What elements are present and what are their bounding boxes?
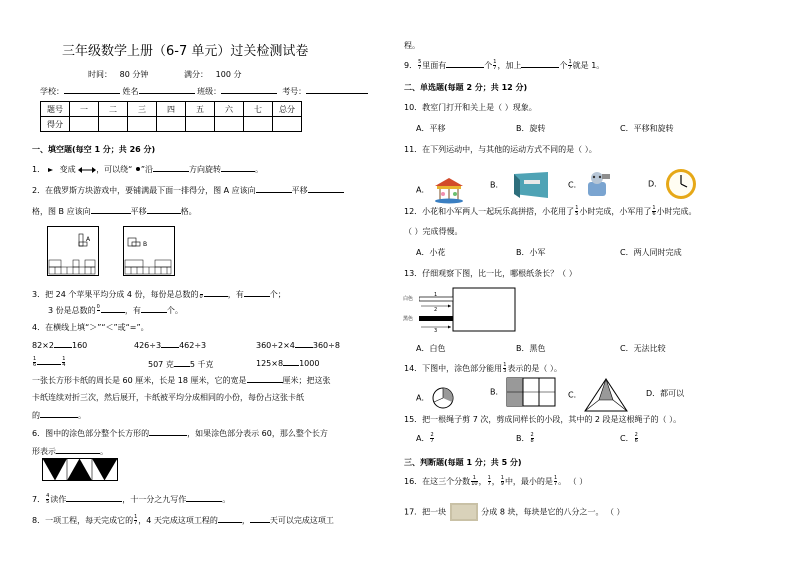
answer-blank[interactable] [174, 366, 190, 367]
question-3: 3．把 24 个苹果平均分成 4 份，每份是总数的 0 ，有 个； [32, 290, 286, 300]
class-field[interactable] [221, 93, 277, 94]
score-cell[interactable] [186, 117, 215, 132]
mark-2: 2 [434, 307, 438, 313]
question-11: 11．在下列运动中，与其他的运动方式不同的是（ ）。 [404, 145, 597, 154]
exam-time: 时间： 80 分钟 [88, 70, 149, 79]
q12-option-c[interactable]: C．两人同时完成 [620, 248, 682, 257]
student-info-line: 学校： 姓名 班级： 考号： [40, 86, 368, 97]
answer-blank[interactable] [54, 347, 72, 348]
question-15: 15．把一根绳子剪 7 次，剪成同样长的小段，其中的 2 段是这根绳子的（ ）。 [404, 415, 682, 424]
mark-3: 3 [434, 328, 438, 333]
question-17: 17．把一块 分成 8 块，每块是它的八分之一。 （ ） [404, 502, 625, 522]
answer-blank[interactable] [446, 67, 484, 68]
page-title: 三年级数学上册（6-7 单元）过关检测试卷 [62, 44, 309, 59]
answer-blank[interactable] [91, 213, 131, 214]
q10-option-a[interactable]: A．平移 [416, 124, 446, 133]
exam-no-field[interactable] [306, 93, 368, 94]
answer-blank[interactable] [308, 192, 344, 193]
question-12-cont: （ ）完成得慢。 [404, 227, 463, 236]
answer-blank[interactable] [247, 382, 283, 383]
triangle-rectangle-figure [42, 458, 118, 482]
answer-blank[interactable] [521, 67, 559, 68]
q12-option-a[interactable]: A．小花 [416, 248, 446, 257]
answer-blank[interactable] [56, 453, 100, 454]
answer-blank[interactable] [256, 192, 292, 193]
q14-option-d[interactable]: D．都可以 [646, 389, 685, 398]
tetris-figure-b [123, 226, 175, 276]
question-6-cont: 形表示 。 [32, 447, 108, 456]
score-cell[interactable] [99, 117, 128, 132]
triangle-fraction-icon [584, 378, 628, 412]
school-field[interactable] [64, 93, 120, 94]
rectangle-fraction-icon [506, 377, 556, 407]
answer-blank[interactable] [250, 522, 270, 523]
score-table [40, 101, 302, 132]
question-4-row2c: 125×8 1000 [256, 359, 320, 368]
score-cell[interactable] [157, 117, 186, 132]
cake-block-icon [449, 502, 479, 522]
score-table-row: 得分 [41, 117, 302, 132]
question-5: 一张长方形卡纸的周长是 60 厘米，长是 18 厘米，它的宽是 厘米；把这张 [32, 376, 331, 385]
score-table-header: 题号 一 二 三 四 五 六 七 总分 [41, 102, 302, 117]
question-1: 1． 变成 ，可以绕“ ”沿 方向旋转 。 [32, 165, 264, 174]
mark-1: 1 [434, 292, 438, 298]
full-score: 满分： 100 分 [184, 70, 242, 79]
sliding-door-icon [506, 170, 550, 200]
question-3-cont: 3 份是总数的 0 ，有 个。 [48, 304, 183, 315]
section3-heading: 三、判断题(每题 1 分；共 5 分) [404, 458, 522, 467]
answer-blank[interactable] [153, 171, 189, 172]
q13-option-b[interactable]: B．黑色 [516, 344, 546, 353]
question-6: 6．图中的涂色部分整个长方形的 ，如果涂色部分表示 60，那么整个长方 [32, 429, 328, 438]
q14-option-c[interactable]: C． [568, 378, 628, 412]
score-cell[interactable] [244, 117, 273, 132]
score-cell[interactable] [273, 117, 302, 132]
question-7: 7． $\frac{4}{5}$ 读作 ，十一分之九写作 。 [32, 493, 231, 505]
question-5-cont: 卡纸连续对折三次，然后展开，卡纸被平均分成相同的小份，每份占这张卡纸 [32, 393, 304, 402]
answer-blank[interactable] [149, 435, 187, 436]
label-black: 黑色 [403, 316, 414, 322]
question-2-cont: 格，图 B 应该向 平移 格。 [32, 207, 197, 216]
section1-heading: 一、填空题(每空 1 分；共 26 分) [32, 145, 156, 154]
question-8-cont: 程。 [404, 41, 420, 50]
answer-blank[interactable] [204, 296, 228, 297]
question-4-row2b: 507 克 5 千克 [148, 360, 214, 369]
q15-option-b[interactable]: B． $\frac{2}{8}$ [516, 432, 534, 444]
q13-option-a[interactable]: A．白色 [416, 344, 446, 353]
score-cell[interactable] [128, 117, 157, 132]
answer-blank[interactable] [147, 213, 181, 214]
answer-blank[interactable] [161, 347, 179, 348]
q13-option-c[interactable]: C．无法比较 [620, 344, 666, 353]
section2-heading: 二、单选题(每题 2 分；共 12 分) [404, 83, 528, 92]
question-4-row1: 82×2 160 [32, 341, 88, 350]
question-14: 14．下图中，涂色部分能用 $\frac{1}{3}$ 表示的是（ ）。 [404, 362, 562, 374]
question-9: 9． $\frac{5}{7}$ 里面有 个 $\frac{1}{7}$ ，加上 个 $\frac{1}{7}$ 就是 1。 [404, 59, 605, 71]
question-4-row1b: 426÷3 462÷3 [134, 341, 207, 350]
answer-blank[interactable] [283, 365, 299, 366]
score-cell[interactable] [70, 117, 99, 132]
q11-option-c[interactable]: C． [568, 170, 614, 200]
arrow-shape-icon [48, 166, 60, 174]
answer-blank[interactable] [244, 296, 270, 297]
question-13: 13．仔细观察下图，比一比，哪根纸条长？（ ） [404, 269, 577, 278]
q11-option-d[interactable]: D． [648, 168, 697, 200]
answer-blank[interactable] [66, 501, 122, 502]
q10-option-b[interactable]: B．旋转 [516, 124, 546, 133]
q15-option-a[interactable]: A． $\frac{2}{7}$ [416, 432, 434, 444]
label-white: 白色 [403, 296, 414, 302]
q15-option-c[interactable]: C． $\frac{2}{6}$ [620, 432, 638, 444]
question-4-row1c: 360÷2×4 360÷8 [256, 341, 340, 350]
score-cell[interactable] [215, 117, 244, 132]
clock-icon [665, 168, 697, 200]
circle-fraction-icon [432, 387, 454, 409]
tetris-figure-a [47, 226, 99, 276]
double-arrow-icon [78, 166, 96, 174]
question-4-row2: $\frac{1}{6}$ $\frac{1}{4}$ [33, 356, 66, 368]
answer-blank[interactable] [101, 312, 125, 313]
answer-blank[interactable] [141, 312, 167, 313]
q12-option-b[interactable]: B．小军 [516, 248, 546, 257]
q11-option-b[interactable]: B． [490, 170, 550, 200]
carousel-icon [432, 176, 466, 204]
figure-b-label: B [143, 241, 148, 248]
question-10: 10．教室门打开和关上是（ ）现象。 [404, 103, 537, 112]
answer-blank[interactable] [295, 347, 313, 348]
answer-blank[interactable] [218, 522, 242, 523]
answer-blank[interactable] [221, 171, 255, 172]
paper-strips-figure [419, 287, 517, 333]
question-4: 4．在横线上填“＞”“＜”或“=”。 [32, 323, 149, 332]
faucet-icon [584, 170, 614, 200]
question-5-cont2: 的 。 [32, 411, 86, 420]
name-field[interactable] [139, 93, 195, 94]
question-12: 12．小花和小军两人一起玩乐高拼搭，小花用了 $\frac{1}{5}$ 小时完成，小军用了 $\frac{1}{6}$ 小时完成。 [404, 205, 697, 217]
answer-blank[interactable] [37, 364, 61, 365]
question-2: 2．在俄罗斯方块游戏中，要铺满最下面一排得分，图 A 应该向 平移 [32, 185, 344, 196]
q14-option-a[interactable]: A． [416, 387, 454, 409]
q11-option-a[interactable]: A． [416, 176, 466, 204]
question-16: 16．在这三个分数 $\frac{1}{10}$ ， $\frac{1}{7}$ ， $\frac{1}{9}$ 中，最小的是 $\frac{1}{7}$ 。 （ ） [404, 475, 588, 487]
figure-a-label: A [86, 236, 91, 243]
question-8: 8．一项工程，每天完成它的 $\frac{1}{7}$ ，4 天完成这项工程的 ， 天可以完成这项工 [32, 514, 334, 526]
q10-option-c[interactable]: C．平移和旋转 [620, 124, 674, 133]
answer-blank[interactable] [40, 417, 78, 418]
q14-option-b[interactable]: B． [490, 377, 556, 407]
answer-blank[interactable] [186, 501, 222, 502]
